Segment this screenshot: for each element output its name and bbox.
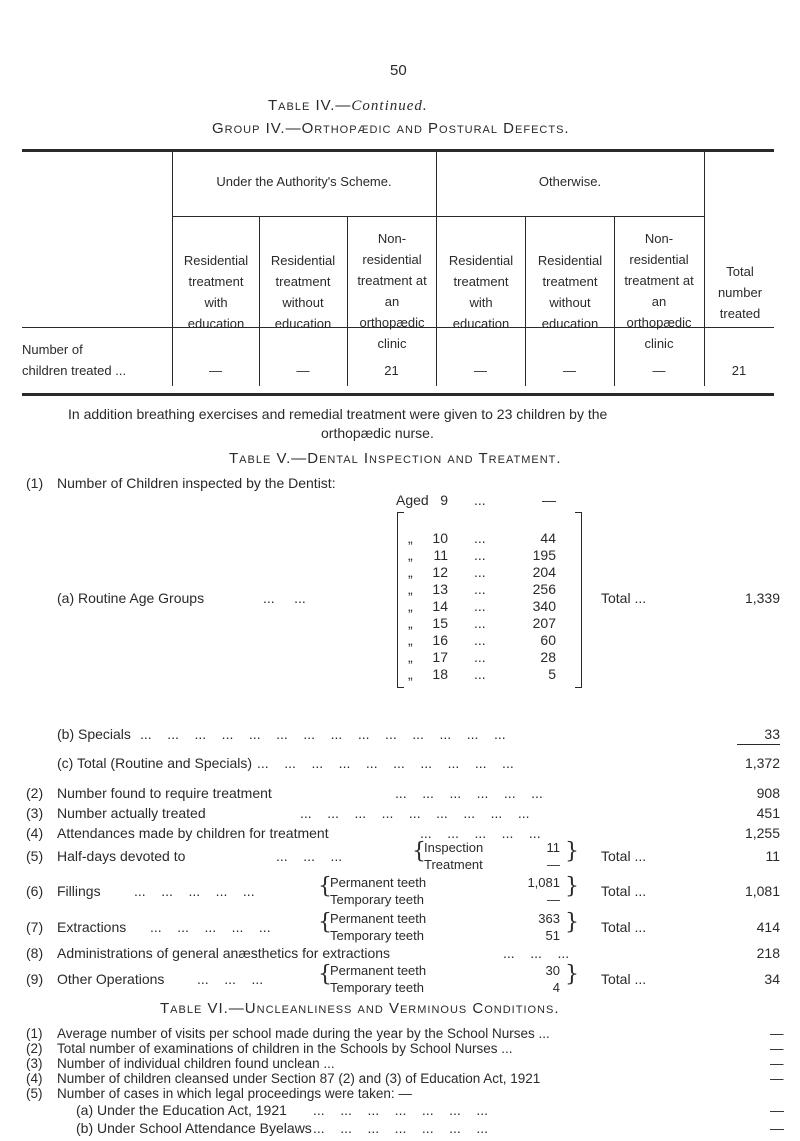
- table4-vrule: [259, 216, 260, 386]
- total-value: 1,081: [744, 883, 780, 899]
- item-value: —: [770, 1041, 784, 1056]
- leader-dots: ...: [474, 598, 486, 614]
- table-cell: —: [296, 363, 310, 378]
- item-value: 1,255: [744, 825, 780, 841]
- age-count: 256: [532, 581, 556, 597]
- age-count: 207: [532, 615, 556, 631]
- brace: {: [318, 910, 332, 935]
- leader-dots: ... ... ...: [197, 971, 264, 987]
- leader-dots: ... ... ... ... ... ...: [395, 785, 543, 801]
- age-value: 17: [432, 649, 448, 665]
- table4-bottom-rule: [22, 393, 774, 396]
- age-value: 12: [432, 564, 448, 580]
- table-cell: —: [209, 363, 222, 378]
- row-label: Number of: [22, 342, 83, 357]
- age-value: 9: [440, 492, 448, 508]
- row-label: children treated ...: [22, 363, 127, 378]
- table4-note: In addition breathing exercises and remedial treatment were given to 23 children by the: [68, 406, 608, 422]
- table4-vrule: [525, 216, 526, 386]
- leader-dots: ...: [474, 564, 486, 580]
- item-label: Fillings: [57, 883, 101, 899]
- leader-dots: ...: [474, 530, 486, 546]
- table5-title: Table V.—Dental Inspection and Treatment.: [229, 450, 562, 467]
- ditto-mark: „: [408, 564, 413, 580]
- brace: {: [318, 874, 332, 899]
- leader-dots: ... ... ...: [503, 945, 570, 961]
- item-number: (6): [26, 883, 44, 899]
- item-label: Number of children cleansed under Section 87 (2) and (3) of Education Act, 1921: [57, 1071, 541, 1086]
- sub-value: 11: [546, 840, 560, 855]
- specials-label: (b) Specials: [57, 726, 131, 742]
- age-value: 11: [433, 547, 448, 563]
- leader-dots: ...: [474, 632, 486, 648]
- item-label: Number found to require treatment: [57, 785, 272, 801]
- item-value: —: [770, 1026, 784, 1041]
- item-number: (7): [26, 919, 44, 935]
- leader-dots: ... ... ... ... ... ... ...: [313, 1102, 489, 1118]
- right-bracket: [575, 512, 582, 688]
- leader-dots: ...: [474, 547, 486, 563]
- table4-header-divider: [172, 216, 704, 217]
- routine-total-value: 1,339: [744, 590, 780, 606]
- sub-value: 30: [545, 963, 560, 978]
- item-label: Administrations of general anæsthetics for extractions: [57, 945, 391, 961]
- sub-item-value: —: [770, 1102, 784, 1118]
- leader-dots: ...: [474, 492, 486, 508]
- leader-dots: ...: [474, 581, 486, 597]
- age-count: 204: [532, 564, 556, 580]
- item-number: (5): [26, 848, 44, 864]
- item-label: Total number of examinations of children in the Schools by School Nurses ...: [57, 1041, 513, 1056]
- age-count: 60: [540, 632, 556, 648]
- age-count: 340: [532, 598, 556, 614]
- sum-rule: [737, 744, 780, 745]
- age-count: 28: [540, 649, 556, 665]
- leader-dots: ... ... ... ... ... ... ... ... ... ... ... ... ... ...: [140, 726, 506, 742]
- sub-value: 363: [538, 911, 560, 926]
- sub-value: 4: [552, 980, 560, 995]
- column-header: Non-residential treatment at an orthopædic clinic: [624, 231, 694, 351]
- total-value: 34: [764, 971, 780, 987]
- leader-dots: ... ... ...: [276, 848, 343, 864]
- age-value: 10: [432, 530, 448, 546]
- table4-title-prefix: Table IV.—: [268, 97, 352, 114]
- age-value: 13: [432, 581, 448, 597]
- sub-value: 1,081: [527, 875, 560, 890]
- table-cell: —: [652, 363, 666, 378]
- column-header: Residential treatment with education: [448, 253, 514, 331]
- table4-vrule: [347, 216, 348, 386]
- item-label: Number of individual children found unclean ...: [57, 1056, 335, 1071]
- item-label: Other Operations: [57, 971, 165, 987]
- sub-label: Permanent teeth: [330, 963, 427, 978]
- sub-value: 51: [545, 928, 560, 943]
- combined-total-value: 1,372: [744, 755, 780, 771]
- item-number: (9): [26, 971, 44, 987]
- item-number: (1): [26, 1026, 43, 1041]
- brace: }: [565, 910, 579, 935]
- item-label: Number of Children inspected by the Dentist:: [57, 475, 336, 491]
- total-value: 414: [756, 919, 780, 935]
- total-value: 11: [765, 848, 780, 864]
- age-count: 44: [540, 530, 556, 546]
- item-value: 908: [756, 785, 780, 801]
- item-number: (8): [26, 945, 44, 961]
- table-cell: 21: [384, 363, 399, 378]
- column-header: Residential treatment without education: [537, 253, 603, 331]
- ditto-mark: „: [408, 530, 413, 546]
- total-label: Total ...: [601, 919, 647, 935]
- item-label: Number actually treated: [57, 805, 206, 821]
- header-under-scheme: Under the Authority's Scheme.: [216, 174, 392, 189]
- table4-group-title: Group IV.—Orthopædic and Postural Defects.: [212, 120, 570, 137]
- column-header: Residential treatment with education: [183, 253, 249, 331]
- age-value: 15: [432, 615, 448, 631]
- ditto-mark: „: [408, 581, 413, 597]
- table4-title-suffix: Continued.: [351, 98, 428, 114]
- sub-label: Permanent teeth: [330, 875, 427, 890]
- brace: {: [318, 962, 332, 987]
- item-number: (3): [26, 1056, 43, 1071]
- leader-dots: ...: [474, 649, 486, 665]
- sub-label: Temporary teeth: [330, 928, 424, 943]
- item-label: Extractions: [57, 919, 127, 935]
- item-value: 451: [756, 805, 780, 821]
- sub-label: Treatment: [424, 857, 483, 872]
- item-number: (4): [26, 1071, 43, 1086]
- table4-title: [268, 97, 428, 115]
- age-count: —: [542, 492, 556, 508]
- routine-groups-label: (a) Routine Age Groups: [57, 590, 205, 606]
- table-cell: —: [563, 363, 576, 378]
- leader-dots: ... ... ... ... ... ... ... ... ... ...: [257, 755, 514, 771]
- table4-note: orthopædic nurse.: [321, 425, 434, 441]
- left-bracket: [397, 512, 404, 688]
- brace: }: [565, 839, 579, 864]
- item-number: (2): [26, 785, 44, 801]
- leader-dots: ... ... ... ... ...: [420, 825, 541, 841]
- ditto-mark: „: [408, 632, 413, 648]
- item-number: (3): [26, 805, 44, 821]
- age-value: 18: [432, 666, 448, 682]
- column-header: Total number treated: [717, 264, 763, 321]
- total-label: Total ...: [601, 848, 647, 864]
- sub-value: —: [547, 892, 560, 907]
- item-value: —: [770, 1056, 784, 1071]
- item-label: Half-days devoted to: [57, 848, 186, 864]
- item-number: (1): [26, 475, 44, 491]
- sub-item-label: (b) Under School Attendance Byelaws: [76, 1120, 312, 1136]
- ditto-mark: „: [408, 615, 413, 631]
- leader-dots: ... ... ... ... ...: [134, 883, 255, 899]
- routine-total-label: Total ...: [601, 590, 647, 606]
- leader-dots: ... ...: [263, 590, 306, 606]
- sub-item-value: —: [770, 1120, 784, 1136]
- sub-label: Inspection: [424, 840, 484, 855]
- item-number: (5): [26, 1086, 43, 1101]
- page-number: 50: [390, 62, 407, 79]
- sub-value: —: [547, 857, 560, 872]
- aged-label: Aged: [396, 492, 429, 508]
- item-number: (2): [26, 1041, 43, 1056]
- header-otherwise: Otherwise.: [538, 174, 602, 189]
- table6-title: Table VI.—Uncleanliness and Verminous Conditions.: [160, 1000, 560, 1017]
- brace: }: [565, 962, 579, 987]
- combined-total-label: (c) Total (Routine and Specials): [57, 755, 253, 771]
- leader-dots: ... ... ... ... ... ... ... ... ...: [300, 805, 530, 821]
- leader-dots: ...: [474, 666, 486, 682]
- specials-value: 33: [764, 726, 780, 742]
- item-label: Number of cases in which legal proceedings were taken: —: [57, 1086, 412, 1101]
- ditto-mark: „: [408, 598, 413, 614]
- table4-vrule: [704, 152, 705, 386]
- column-header: Residential treatment without education: [270, 253, 336, 331]
- leader-dots: ...: [474, 615, 486, 631]
- table-cell: 21: [731, 363, 747, 378]
- table4-vrule: [614, 216, 615, 386]
- brace: }: [565, 874, 579, 899]
- sub-label: Temporary teeth: [330, 892, 424, 907]
- column-header: Non-residential treatment at an orthopædic clinic: [357, 231, 427, 351]
- ditto-mark: „: [408, 649, 413, 665]
- age-count: 5: [548, 666, 556, 682]
- age-value: 14: [432, 598, 448, 614]
- item-value: 218: [756, 945, 780, 961]
- leader-dots: ... ... ... ... ...: [150, 919, 271, 935]
- sub-label: Temporary teeth: [330, 980, 424, 995]
- item-value: —: [770, 1071, 784, 1086]
- age-count: 195: [532, 547, 556, 563]
- total-label: Total ...: [601, 971, 647, 987]
- brace: {: [412, 839, 426, 864]
- item-label: Average number of visits per school made during the year by the School Nurses ...: [57, 1026, 550, 1041]
- table-cell: —: [474, 363, 487, 378]
- age-value: 16: [432, 632, 448, 648]
- ditto-mark: „: [408, 547, 413, 563]
- leader-dots: ... ... ... ... ... ... ...: [313, 1120, 489, 1136]
- ditto-mark: „: [408, 666, 413, 682]
- item-number: (4): [26, 825, 44, 841]
- total-label: Total ...: [601, 883, 647, 899]
- table4-top-rule: [22, 149, 774, 152]
- sub-label: Permanent teeth: [330, 911, 427, 926]
- sub-item-label: (a) Under the Education Act, 1921: [76, 1102, 287, 1118]
- item-label: Attendances made by children for treatment: [57, 825, 329, 841]
